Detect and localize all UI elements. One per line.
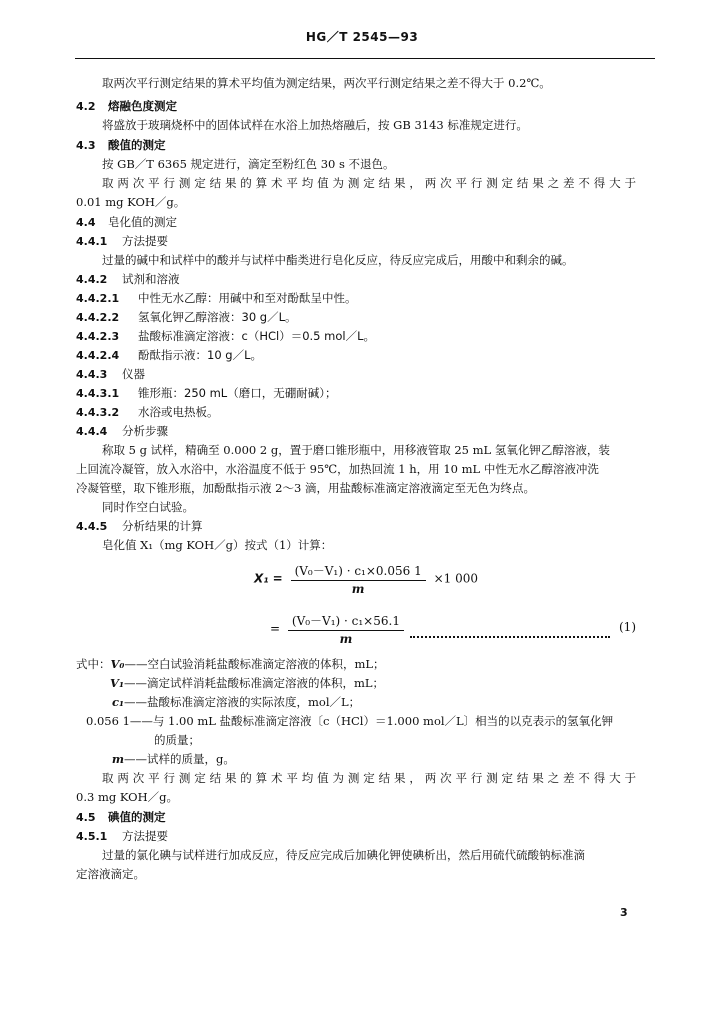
legend-term: m [111, 752, 124, 766]
page-number: 3 [620, 906, 628, 919]
formula-fraction-2 [288, 612, 404, 646]
section-number: 4.4.2 [76, 273, 108, 286]
legend-row [76, 674, 636, 692]
section-title: 盐酸标准滴定溶液：c（HCl）＝0.5 mol／L。 [138, 329, 375, 343]
equation-number: (1) [619, 620, 636, 634]
section-title: 分析步骤 [122, 424, 168, 438]
section-heading [76, 422, 636, 441]
legend-row [76, 750, 636, 768]
section-title: 锥形瓶：250 mL（磨口，无硼耐碱）； [138, 386, 337, 400]
section-title: 试剂和溶液 [122, 272, 180, 286]
section-title: 酸值的测定 [108, 138, 166, 152]
document-header: HG／T 2545—93 [305, 30, 419, 44]
section-number: 4.5.1 [76, 830, 108, 843]
section-heading [76, 827, 636, 846]
section-heading [76, 136, 636, 155]
section-title: 方法提要 [122, 829, 168, 843]
section-title: 中性无水乙醇：用碱中和至对酚酞呈中性。 [138, 291, 357, 305]
formula-multiplier: ×1 000 [433, 571, 478, 586]
formula-equals: = [270, 621, 281, 636]
section-number: 4.4.5 [76, 520, 108, 533]
legend-term: c₁ [111, 695, 124, 709]
section-number: 4.4.3 [76, 368, 108, 381]
section-heading [76, 289, 636, 308]
section-heading [76, 365, 636, 384]
section-heading [76, 232, 636, 251]
legend-desc: ——试样的质量，g。 [124, 752, 235, 766]
section-number: 4.4.1 [76, 235, 108, 248]
section-number: 4.3 [76, 139, 96, 152]
section-title: 熔融色度测定 [108, 99, 177, 113]
paragraph-line: 取两次平行测定结果的算术平均值为测定结果，两次平行测定结果之差不得大于 [102, 771, 636, 785]
formula-fraction [291, 562, 426, 596]
formula-lhs: X₁ = [254, 571, 283, 586]
section-title: 碘值的测定 [108, 810, 166, 824]
section-heading [76, 384, 636, 403]
section-number: 4.4.4 [76, 425, 108, 438]
section-heading [76, 270, 636, 289]
section-heading [76, 213, 636, 232]
section-title: 方法提要 [122, 234, 168, 248]
legend-desc: ——滴定试样消耗盐酸标准滴定溶液的体积，mL； [124, 676, 385, 690]
paragraph-line: 取两次平行测定结果的算术平均值为测定结果，两次平行测定结果之差不得大于 0.2℃。 [102, 76, 551, 90]
section-number: 4.4.2.2 [76, 311, 120, 324]
section-title: 水浴或电热板。 [138, 405, 219, 419]
header-rule [75, 58, 655, 59]
section-title: 分析结果的计算 [122, 519, 203, 533]
section-number: 4.4.2.4 [76, 349, 120, 362]
section-title: 酚酞指示液：10 g／L。 [138, 348, 262, 362]
formula-numerator: (V₀－V₁) · c₁×0.056 1 [291, 562, 426, 581]
legend-intro: 式中： [76, 657, 111, 671]
section-number: 4.4.3.2 [76, 406, 120, 419]
formula-numerator-2: (V₀－V₁) · c₁×56.1 [288, 612, 404, 631]
section-heading [76, 517, 636, 536]
legend-desc: ——盐酸标准滴定溶液的实际浓度，mol／L； [124, 695, 361, 709]
section-number: 4.4.2.3 [76, 330, 120, 343]
paragraph-line: 取两次平行测定结果的算术平均值为测定结果，两次平行测定结果之差不得大于 [102, 176, 636, 190]
formula-denominator: m [351, 582, 365, 596]
section-number: 4.4.2.1 [76, 292, 120, 305]
section-heading [76, 327, 636, 346]
section-title: 氢氧化钾乙醇溶液：30 g／L。 [138, 310, 297, 324]
legend-term: 0.056 1 [86, 714, 130, 728]
section-heading [76, 308, 636, 327]
legend-term: V₀ [110, 657, 125, 671]
legend-desc: 的质量； [154, 733, 200, 747]
paragraph-line: 将盛放于玻璃烧杯中的固体试样在水浴上加热熔融后，按 GB 3143 标准规定进行。 [102, 118, 528, 132]
legend-row [76, 693, 636, 711]
section-number: 4.5 [76, 811, 96, 824]
paragraph-line: 皂化值 X₁（mg KOH／g）按式（1）计算： [102, 538, 333, 552]
paragraph-line: 冷凝管壁，取下锥形瓶，加酚酞指示液 2～3 滴，用盐酸标准滴定溶液滴定至无色为终点。 [76, 481, 535, 495]
section-title: 仪器 [122, 367, 145, 381]
section-heading [76, 808, 636, 827]
section-number: 4.2 [76, 100, 96, 113]
section-heading [76, 97, 636, 116]
section-heading [76, 346, 636, 365]
section-title: 皂化值的测定 [108, 215, 177, 229]
formula-denominator-2: m [339, 632, 353, 646]
formula-line-2 [270, 612, 408, 646]
legend-row [86, 712, 646, 730]
legend-desc: ——空白试验消耗盐酸标准滴定溶液的体积，mL； [124, 657, 385, 671]
paragraph-line: 过量的碱中和试样中的酸并与试样中酯类进行皂化反应，待反应完成后，用酸中和剩余的碱。 [102, 253, 574, 267]
paragraph-line: 0.3 mg KOH／g。 [76, 790, 178, 804]
paragraph-line: 上回流冷凝管，放入水浴中，水浴温度不低于 95℃，加热回流 1 h，用 10 mL 中性无水乙醇溶液冲洗 [76, 462, 599, 476]
legend-term: V₁ [110, 676, 124, 690]
paragraph-line: 称取 5 g 试样，精确至 0.000 2 g，置于磨口锥形瓶中，用移液管取 25 mL 氢氧化钾乙醇溶液，装 [102, 443, 610, 457]
paragraph-line: 定溶液滴定。 [76, 867, 145, 881]
section-number: 4.4.3.1 [76, 387, 120, 400]
paragraph-line: 同时作空白试验。 [102, 500, 194, 514]
legend-row [154, 731, 714, 749]
section-heading [76, 403, 636, 422]
paragraph-line: 0.01 mg KOH／g。 [76, 195, 186, 209]
section-number: 4.4 [76, 216, 96, 229]
paragraph-line: 过量的氯化碘与试样进行加成反应，待反应完成后加碘化钾使碘析出，然后用硫代硫酸钠标准滴 [102, 848, 585, 862]
legend-desc: ——与 1.00 mL 盐酸标准滴定溶液〔c（HCl）＝1.000 mol／L〕相当的以克表示的氢氧化钾 [129, 714, 614, 728]
formula-line-1 [254, 562, 478, 596]
paragraph-line: 按 GB／T 6365 规定进行，滴定至粉红色 30 s 不退色。 [102, 157, 395, 171]
formula-leader-dots [410, 626, 610, 638]
legend-row [76, 655, 636, 673]
